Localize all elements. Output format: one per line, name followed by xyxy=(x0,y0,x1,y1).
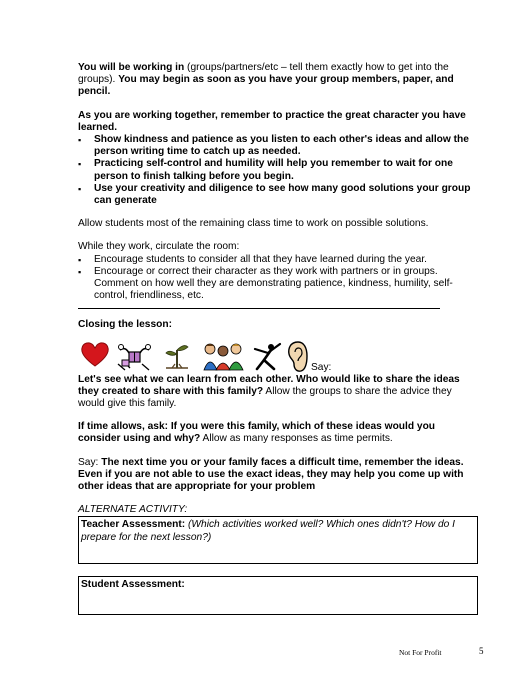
list-item-text: Practicing self-control and humility will help you remember to wait for one person to finish talking before you begin. xyxy=(94,158,453,182)
say-label: Say: xyxy=(311,361,332,373)
bullet-icon: ▪ xyxy=(78,135,82,146)
teacher-assessment-label xyxy=(81,519,185,530)
practice-list xyxy=(78,134,480,207)
intro-bold-start: You will be working in xyxy=(78,62,185,73)
say-rest-text: Allow the groups to share the advice they would give this family. xyxy=(78,385,452,410)
group-of-children-icon xyxy=(202,340,246,372)
bullet-icon: ▪ xyxy=(78,183,82,194)
list-item xyxy=(78,134,480,158)
lesson-page xyxy=(78,62,480,615)
stretching-figure-icon xyxy=(250,340,282,372)
time-allows-rest: Allow as many responses as time permits. xyxy=(200,433,393,445)
bullet-icon: ▪ xyxy=(78,254,82,265)
allow-text: Allow students most of the remaining class time to work on possible solutions. xyxy=(78,218,429,230)
teacher-assessment-prompt: (Which activities worked well? Which ones didn't? How do I prepare for the next lesson?) xyxy=(81,519,455,543)
intro-paragraph xyxy=(78,62,480,99)
say-prompt-line xyxy=(311,362,331,374)
intro-bold-end: You may begin as soon as you have your group members, paper, and pencil. xyxy=(78,74,454,98)
character-icons-row xyxy=(78,340,480,376)
circulate-list xyxy=(78,254,480,303)
next-time-paragraph xyxy=(78,457,480,494)
next-time-label: Say: xyxy=(78,456,102,468)
page-number: 5 xyxy=(479,646,484,656)
intro-instructions: (groups/partners/etc – tell them exactly how to get into the groups). xyxy=(78,62,449,86)
next-time-bold: The next time you or your family faces a difficult time, remember the ideas. Even if you are not able to use the exact ideas, they may help you come up with other ideas that are appropriate for your problem xyxy=(78,456,464,493)
list-item xyxy=(78,183,480,207)
say-bold-text: Let's see what we can learn from each other. Who would like to share the ideas they created to share with this family? xyxy=(78,373,460,397)
practice-heading-text: As you are working together, remember to practice the great character you have learned. xyxy=(78,109,466,133)
bullet-icon: ▪ xyxy=(78,159,82,170)
student-assessment-box[interactable] xyxy=(78,576,478,615)
seedling-icon xyxy=(162,340,192,370)
student-assessment-label: Student Assessment: xyxy=(81,579,185,591)
time-allows-paragraph xyxy=(78,421,480,445)
heart-icon xyxy=(80,340,110,368)
list-item xyxy=(78,158,480,182)
teacher-assessment-label-text: Teacher Assessment: xyxy=(81,519,186,531)
section-divider xyxy=(78,308,440,309)
bullet-icon: ▪ xyxy=(78,266,82,277)
closing-heading xyxy=(78,319,480,331)
gift-exchange-icon xyxy=(116,340,152,372)
teacher-assessment-box[interactable] xyxy=(78,516,478,564)
list-item-text: Use your creativity and diligence to see how many good solutions your group can generate xyxy=(94,182,471,207)
list-item xyxy=(78,254,480,266)
circulate-heading: While they work, circulate the room: xyxy=(78,241,240,253)
ear-icon xyxy=(286,340,310,374)
list-item-text: Encourage students to consider all that they have learned during the year. xyxy=(94,253,428,265)
practice-heading xyxy=(78,110,480,134)
closing-say-paragraph xyxy=(78,374,480,411)
alternate-activity-label: ALTERNATE ACTIVITY: xyxy=(78,504,188,516)
list-item xyxy=(78,266,480,303)
footer-text: Not For Profit xyxy=(399,648,442,657)
list-item-text: Show kindness and patience as you listen to each other's ideas and allow the person writing time to catch up as needed. xyxy=(94,134,469,158)
list-item-text: Encourage or correct their character as they work with partners or in groups. Comment on how well they are demonstrating patience, kindness, humility, self-control, friendliness, etc. xyxy=(94,265,453,302)
time-allows-bold: If time allows, ask: If you were this family, which of these ideas would you consider using and why? xyxy=(78,421,436,445)
closing-heading-text: Closing the lesson: xyxy=(78,319,172,331)
